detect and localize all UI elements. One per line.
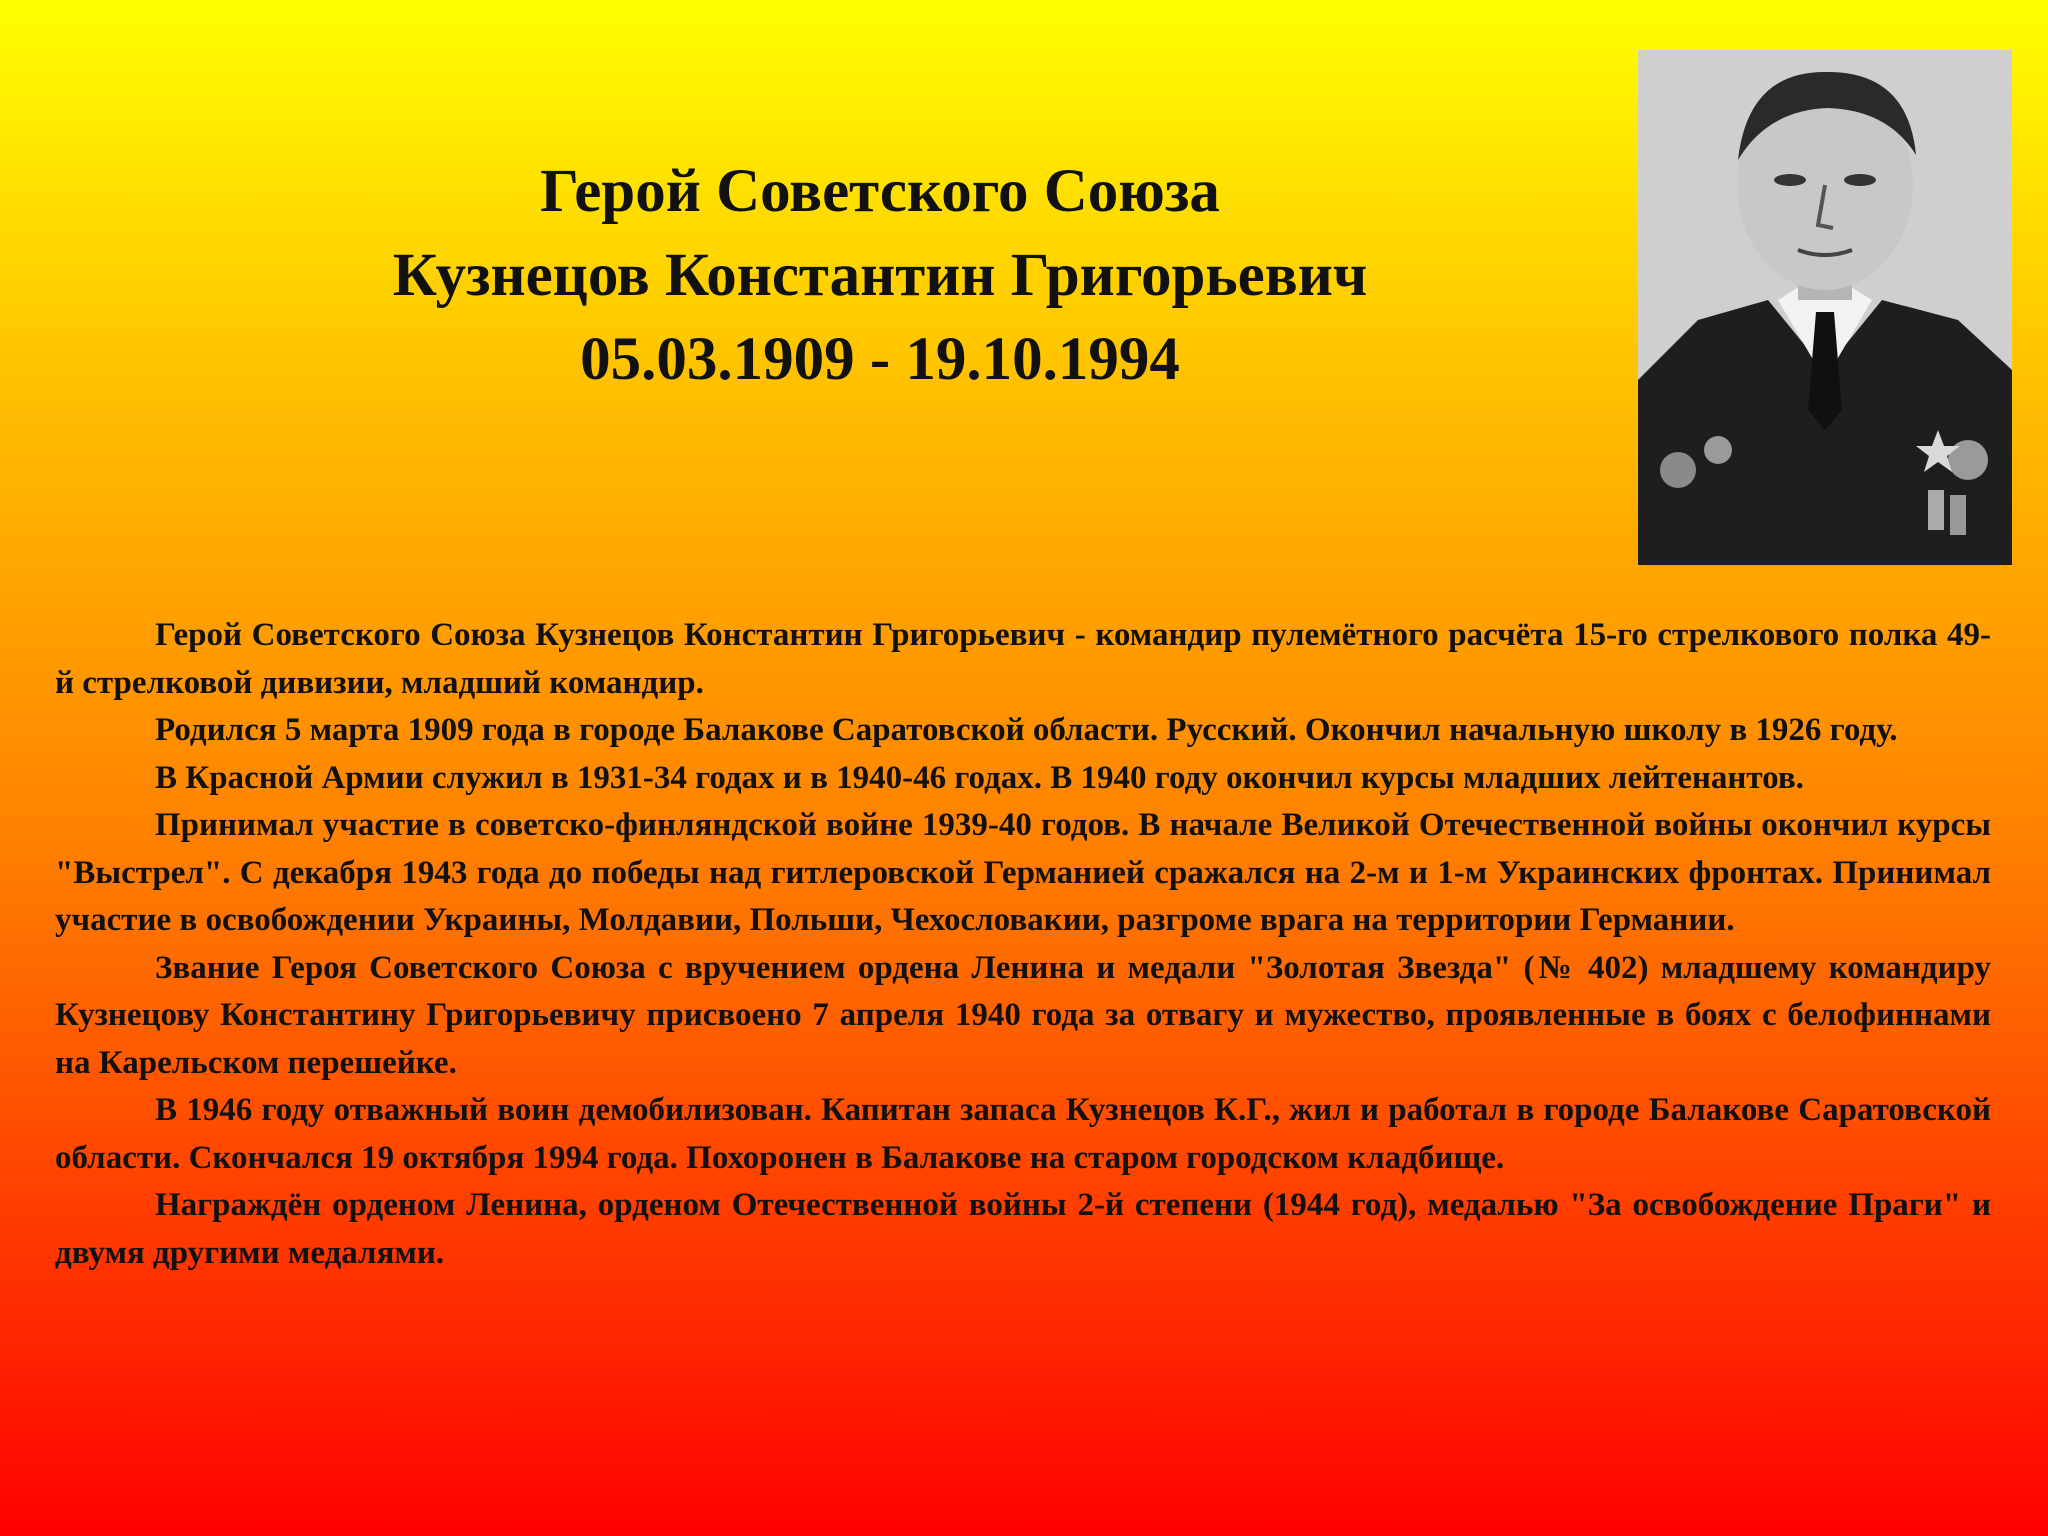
title-line-rank: Герой Советского Союза — [540, 158, 1220, 225]
biography-text — [55, 612, 1991, 1277]
bio-paragraph-1: Герой Советского Союза Кузнецов Константин Григорьевич - командир пулемётного расчёта 15-го стрелкового полка 49-й стрелковой дивизии, младший командир. — [55, 617, 1991, 701]
bio-paragraph-7: Награждён орденом Ленина, орденом Отечественной войны 2-й степени (1944 год), медалью "За освобождение Праги" и двумя другими медалями. — [55, 1187, 1991, 1271]
bio-paragraph-4: Принимал участие в советско-финляндской войне 1939-40 годов. В начале Великой Отечественной войны окончил курсы "Выстрел". С декабря 1943 года до победы над гитлеровской Германией сражался на 2-м и 1-м Украинских фронтах. Принимал участие в освобождении Украины, Молдавии, Польши, Чехословакии, разгроме врага на территории Германии. — [55, 807, 1991, 938]
page-title — [280, 150, 1480, 402]
portrait-photo — [1638, 50, 2012, 565]
bio-paragraph-3: В Красной Армии служил в 1931-34 годах и в 1940-46 годах. В 1940 году окончил курсы младших лейтенантов. — [155, 759, 1804, 796]
bio-paragraph-2: Родился 5 марта 1909 года в городе Балакове Саратовской области. Русский. Окончил начальную школу в 1926 году. — [155, 712, 1898, 748]
bio-paragraph-5: Звание Героя Советского Союза с вручением ордена Ленина и медали "Золотая Звезда" (№ 402) младшему командиру Кузнецову Константину Григорьевичу присвоено 7 апреля 1940 года за отвагу и мужество, проявленные в боях с белофиннами на Карельском перешейке. — [55, 949, 1991, 1081]
bio-paragraph-6: В 1946 году отважный воин демобилизован. Капитан запаса Кузнецов К.Г., жил и работал в городе Балакове Саратовской области. Скончался 19 октября 1994 года. Похоронен в Балакове на старом городском кладбище. — [55, 1092, 1991, 1176]
portrait-photo-icon — [1638, 50, 2012, 565]
title-line-name: Кузнецов Константин Григорьевич — [392, 242, 1368, 309]
title-line-dates: 05.03.1909 - 19.10.1994 — [580, 326, 1180, 393]
